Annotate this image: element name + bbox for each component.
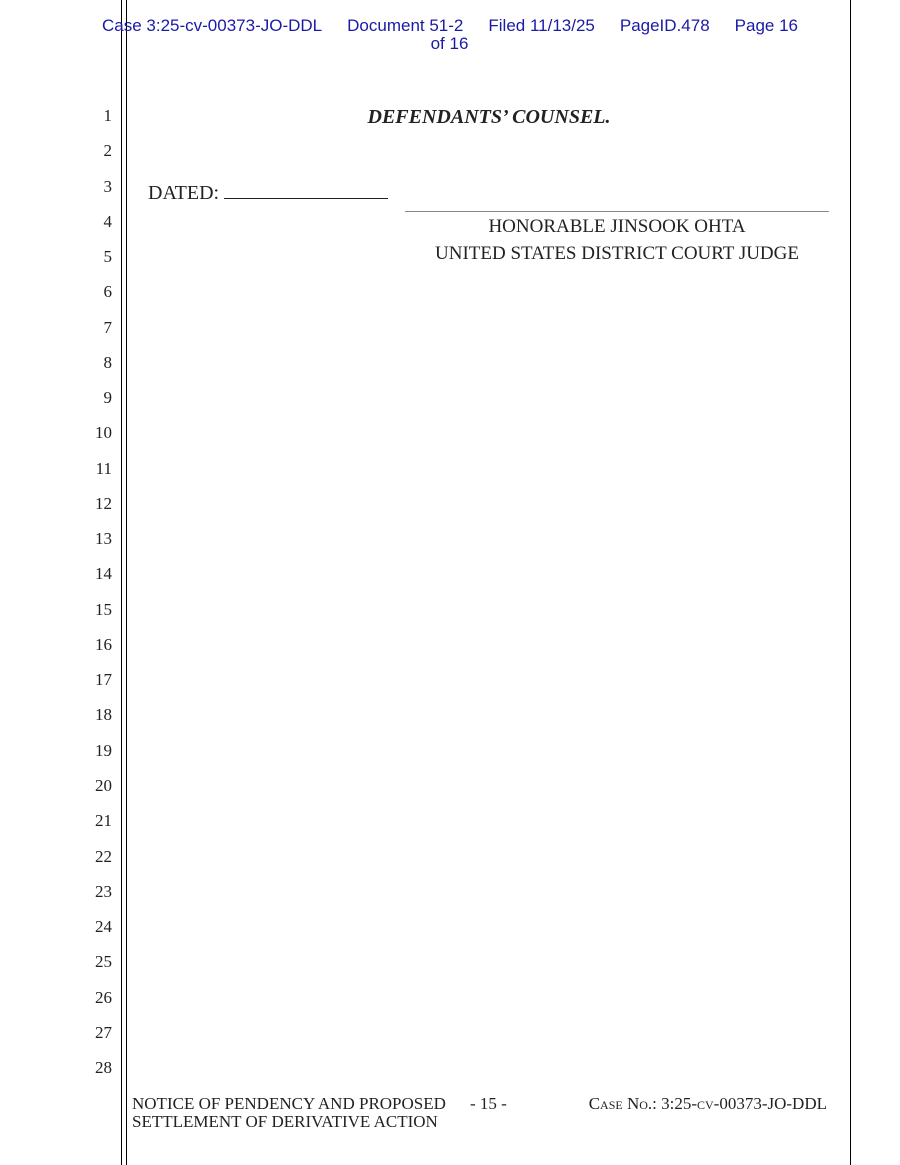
section-heading: DEFENDANTS’ COUNSEL. [367, 106, 611, 128]
line-number: 11 [95, 459, 112, 478]
line-number: 19 [95, 741, 112, 760]
footer-title-line: NOTICE OF PENDENCY AND PROPOSED [132, 1094, 446, 1113]
dated-label: DATED: [148, 182, 220, 204]
footer-title-line: SETTLEMENT OF DERIVATIVE ACTION [132, 1112, 438, 1131]
line-number: 12 [95, 494, 112, 513]
line-number: 8 [103, 353, 112, 372]
line-number: 4 [103, 212, 112, 231]
line-number: 6 [103, 282, 112, 301]
line-number: 10 [95, 423, 112, 442]
line-number: 22 [95, 847, 112, 866]
line-number: 2 [103, 141, 112, 160]
line-number: 13 [95, 529, 112, 548]
left-margin-rule [121, 0, 122, 1165]
judge-signature-block [405, 213, 829, 267]
line-number: 5 [103, 247, 112, 266]
ecf-header-stamp [60, 17, 840, 53]
footer-document-title [132, 1095, 462, 1131]
line-number: 14 [95, 564, 112, 583]
ecf-page-number: Page 16 [734, 16, 798, 35]
line-number: 18 [95, 705, 112, 724]
line-number: 7 [103, 318, 112, 337]
line-number: 23 [95, 882, 112, 901]
line-number: 21 [95, 811, 112, 830]
ecf-filed-date: Filed 11/13/25 [488, 16, 595, 35]
line-number: 3 [103, 177, 112, 196]
signature-line [405, 211, 829, 212]
right-margin-rule [850, 0, 851, 1165]
line-number: 27 [95, 1023, 112, 1042]
line-number: 16 [95, 635, 112, 654]
line-number: 15 [95, 600, 112, 619]
ecf-page-id: PageID.478 [619, 16, 710, 35]
ecf-document-number: Document 51-2 [347, 16, 464, 35]
footer-case-number: Case No.: 3:25-cv-00373-JO-DDL [588, 1094, 827, 1113]
line-number: 1 [103, 106, 112, 125]
left-margin-rule-inner [126, 0, 127, 1165]
line-number: 20 [95, 776, 112, 795]
line-number: 26 [95, 988, 112, 1007]
line-number: 24 [95, 917, 112, 936]
line-number: 9 [103, 388, 112, 407]
dated-field [148, 177, 388, 205]
line-number: 28 [95, 1058, 112, 1077]
line-number: 17 [95, 670, 112, 689]
ecf-page-total: of 16 [430, 34, 469, 53]
footer-page-number: - 15 - [470, 1094, 507, 1113]
judge-title: UNITED STATES DISTRICT COURT JUDGE [435, 243, 799, 264]
judge-name: HONORABLE JINSOOK OHTA [488, 216, 746, 237]
line-number: 25 [95, 952, 112, 971]
date-blank-line [224, 177, 388, 199]
ecf-case-number: Case 3:25-cv-00373-JO-DDL [101, 16, 323, 35]
